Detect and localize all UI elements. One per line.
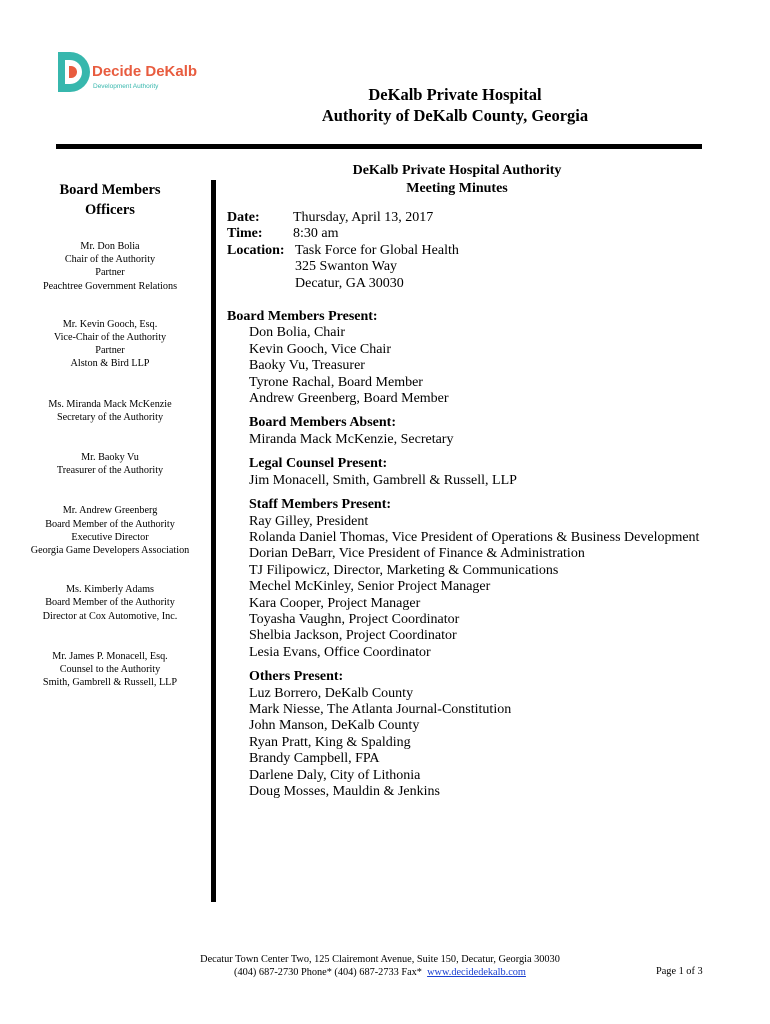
list-item: Miranda Mack McKenzie, Secretary [249,431,454,447]
header-rule [56,144,702,149]
officer-line: Mr. Kevin Gooch, Esq. [62,318,158,330]
decide-dekalb-logo-icon [56,50,90,96]
officer-line: Director at Cox Automotive, Inc. [42,610,178,622]
list-item: Jim Monacell, Smith, Gambrell & Russell, LLP [249,472,517,488]
list-item: John Manson, DeKalb County [249,718,420,734]
list-item: Ray Gilley, President [249,513,369,529]
officer-gooch [18,318,202,371]
list-item: Brandy Campbell, FPA [249,751,380,767]
title-line-2: Authority of DeKalb County, Georgia [321,106,589,125]
location-line: Decatur, GA 30030 [295,275,404,291]
officer-bolia [18,240,202,293]
officer-line: Counsel to the Authority [59,664,161,676]
list-item: Luz Borrero, DeKalb County [249,685,414,701]
officer-line: Mr. Baoky Vu [81,452,139,464]
counsel-heading: Legal Counsel Present: [249,456,388,472]
officer-greenberg [18,504,202,557]
location-line: 325 Swanton Way [295,259,398,275]
officer-line: Vice-Chair of the Authority [53,332,167,344]
board-present-section [227,309,747,407]
list-item: TJ Filipowicz, Director, Marketing & Communications [249,562,559,578]
officer-line: Mr. James P. Monacell, Esq. [52,650,168,662]
location-label: Location: [227,242,285,258]
logo-name: Decide DeKalb [92,63,198,80]
officer-line: Chair of the Authority [64,254,156,266]
list-item: Mark Niesse, The Atlanta Journal-Constitution [249,701,512,717]
officer-line: Partner [95,345,125,357]
page-title [290,84,620,126]
counsel-section [249,456,747,489]
sidebar-title-line-1: Board Members [59,182,161,198]
list-item: Kara Cooper, Project Manager [249,595,421,611]
title-line-1: DeKalb Private Hospital [368,85,542,104]
sidebar-divider [211,180,216,902]
officer-mckenzie [18,398,202,424]
meeting-minutes [227,162,747,800]
list-item: Andrew Greenberg, Board Member [249,391,449,407]
officer-line: Partner [95,267,125,279]
list-item: Tyrone Rachal, Board Member [249,374,423,390]
officer-monacell [18,650,202,690]
officer-line: Alston & Bird LLP [70,358,150,370]
footer [150,953,610,979]
list-item: Rolanda Daniel Thomas, Vice President of Operations & Business Development [249,529,700,545]
officer-line: Mr. Don Bolia [80,241,140,252]
time-label: Time: [227,226,263,242]
logo [56,50,206,96]
sidebar-title-line-2: Officers [85,202,135,218]
list-item: Mechel McKinley, Senior Project Manager [249,579,491,595]
list-item: Dorian DeBarr, Vice President of Finance & Administration [249,546,585,562]
list-item: Darlene Daly, City of Lithonia [249,767,421,783]
officer-line: Board Member of the Authority [45,597,175,609]
officer-line: Peachtree Government Relations [42,280,178,292]
officer-line: Treasurer of the Authority [56,465,164,477]
footer-contact [150,966,610,979]
list-item: Toyasha Vaughn, Project Coordinator [249,611,460,627]
officer-line: Ms. Miranda Mack McKenzie [48,398,172,410]
location-line: Task Force for Global Health [295,242,459,258]
meeting-details [227,210,747,292]
list-item: Ryan Pratt, King & Spalding [249,734,411,750]
date-label: Date: [227,210,260,225]
board-absent-heading: Board Members Absent: [249,415,396,431]
staff-heading: Staff Members Present: [249,497,392,513]
website-link[interactable]: www.decidedekalb.com [427,967,526,978]
minutes-title-line-2: Meeting Minutes [406,181,508,196]
footer-phone-fax: (404) 687-2730 Phone* (404) 687-2733 Fax* [234,967,422,978]
board-absent-section [249,415,747,448]
officer-line: Executive Director [71,531,149,543]
list-item: Baoky Vu, Treasurer [249,358,365,374]
officer-adams [18,583,202,623]
others-section [249,669,747,800]
officer-line: Georgia Game Developers Association [30,545,190,557]
officer-line: Smith, Gambrell & Russell, LLP [42,677,178,689]
staff-section [249,497,747,661]
list-item: Lesia Evans, Office Coordinator [249,644,431,660]
page-number: Page 1 of 3 [656,966,703,977]
list-item: Kevin Gooch, Vice Chair [249,341,391,357]
footer-address: Decatur Town Center Two, 125 Clairemont Avenue, Suite 150, Decatur, Georgia 30030 [200,954,560,965]
list-item: Doug Mosses, Mauldin & Jenkins [249,784,440,799]
officer-line: Ms. Kimberly Adams [65,584,154,596]
board-present-heading: Board Members Present: [227,309,378,325]
officer-line: Mr. Andrew Greenberg [62,505,158,517]
others-heading: Others Present: [249,669,344,685]
date-value: Thursday, April 13, 2017 [293,210,434,225]
minutes-title [227,162,687,198]
logo-tagline: Development Authority [93,83,159,90]
sidebar-title [18,180,202,220]
time-value: 8:30 am [293,226,339,242]
officer-line: Board Member of the Authority [45,518,175,530]
officers-sidebar [18,180,202,689]
officer-line: Secretary of the Authority [56,411,164,423]
officer-vu [18,451,202,477]
list-item: Don Bolia, Chair [249,325,346,341]
minutes-title-line-1: DeKalb Private Hospital Authority [352,163,562,178]
list-item: Shelbia Jackson, Project Coordinator [249,628,457,644]
